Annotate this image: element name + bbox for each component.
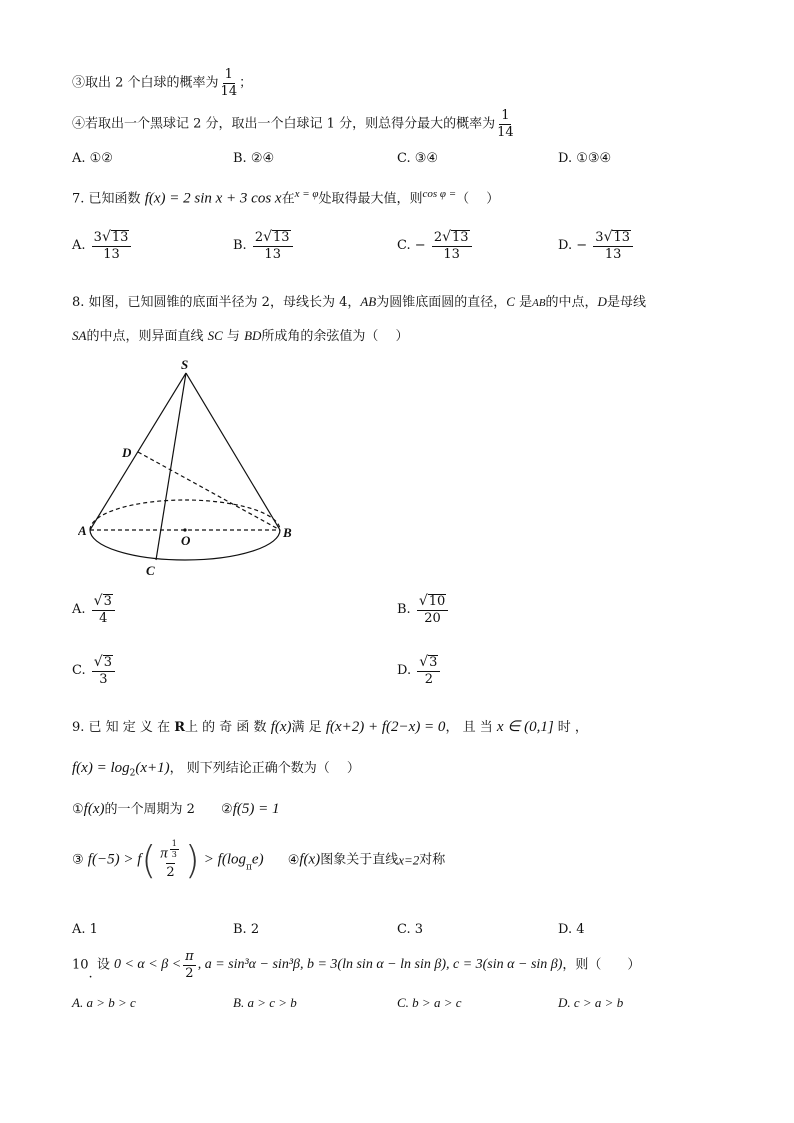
q10-option-b[interactable]: B. a > c > b (233, 995, 297, 1010)
q6-item3-text: ③取出 2 个白球的概率为 (72, 75, 219, 91)
q6-item3-fraction: $\frac{1}{14}$ (220, 67, 238, 99)
q8-stem-line2: SA的中点，则异面直线 SC 与 BD所成角的余弦值为（ ） (72, 328, 409, 344)
label-b: B (283, 525, 292, 540)
q9-statements-1-2: ①f(x)的一个周期为 2 ②f(5) = 1 (72, 801, 280, 817)
q10-option-a[interactable]: A. a > b > c (72, 995, 136, 1010)
q7-function: f(x) = 2 sin x + 3 cos x (144, 190, 282, 207)
q6-option-d[interactable]: D. ①③④ (558, 151, 612, 166)
q8-option-a[interactable]: A. √ 3 4 (72, 594, 117, 625)
q7-stem: 7. 已知函数 f(x) = 2 sin x + 3 cos x在$^{x = \varphi}$处取得最大值，则$^{cos \varphi =}$（ ） (72, 188, 500, 207)
q6-item4 (72, 109, 516, 139)
q9-option-c[interactable]: C. 3 (397, 922, 424, 937)
q9-option-a[interactable]: A. 1 (72, 922, 98, 937)
q9-statements-3-4: ③ f(−5) > f( π $^{\frac{1}{3}}$ 2 ) > $f(\log_\pi e)$ ④f(x)图象关于直线x=2对称 (72, 838, 446, 883)
slant-line-sa (90, 373, 186, 530)
line-bd (138, 452, 280, 530)
q7-option-c[interactable]: C. − 2 √ 13 13 (397, 230, 474, 261)
label-d: D (122, 445, 132, 460)
q9-stem-line2: $f(x) = \log_2(x+1)$， 则下列结论正确个数为（ ） (72, 760, 360, 779)
q10-option-d[interactable]: D. c > a > b (558, 995, 624, 1010)
q9-option-b[interactable]: B. 2 (233, 922, 260, 937)
q7-option-a[interactable]: A. 3 √ 13 13 (72, 230, 133, 261)
center-point-o (183, 528, 186, 531)
q8-stem-line1: 8. 如图，已知圆锥的底面半径为 2，母线长为 4，AB为圆锥底面圆的直径，C 是AB的中点，D是母线 (72, 294, 646, 310)
q8-option-b[interactable]: B. √ 10 20 (397, 594, 450, 625)
q7-option-b[interactable]: B. 2 √ 13 13 (233, 230, 295, 261)
q9-option-d[interactable]: D. 4 (558, 922, 585, 937)
q6-option-b[interactable]: B. ②④ (233, 151, 275, 166)
line-sc (156, 373, 186, 560)
q6-option-a[interactable]: A. ①② (72, 151, 113, 166)
label-a: A (78, 523, 87, 538)
cone-figure (78, 355, 298, 580)
q6-item3: ③取出 2 个白球的概率为 $\frac{1}{14}$ ； (72, 67, 253, 99)
q8-option-d[interactable]: D. √ 3 2 (397, 655, 442, 686)
q9-stem-line1: 9. 已 知 定 义 在 R上 的 奇 函 数 f(x)满 足 f(x+2) + f(2−x) = 0， 且 当 x ∈ (0,1] 时 ， (72, 719, 588, 735)
q6-item4-text: ④若取出一个黑球记 2 分，取出一个白球记 1 分，则总得分最大的概率为 (72, 116, 496, 132)
q10-stem: 10. 设 0 < α < β < $\frac{\pi}{2}$ , a = sin³α − sin³β, b = 3(ln sin α − ln sin β), c = 3(sin α − sin β)，则（ ） (72, 949, 641, 982)
label-o: O (181, 533, 191, 548)
q8-option-c[interactable]: C. √ 3 3 (72, 655, 117, 686)
q6-option-c[interactable]: C. ③④ (397, 151, 439, 166)
q10-option-c[interactable]: C. b > a > c (397, 995, 462, 1010)
q6-item4-fraction: $\frac{1}{14}$ (497, 108, 514, 140)
label-s: S (181, 357, 189, 372)
q7-option-d[interactable]: D. − 3 √ 13 13 (558, 230, 635, 261)
slant-line-sb (186, 373, 280, 530)
label-c: C (146, 563, 155, 578)
